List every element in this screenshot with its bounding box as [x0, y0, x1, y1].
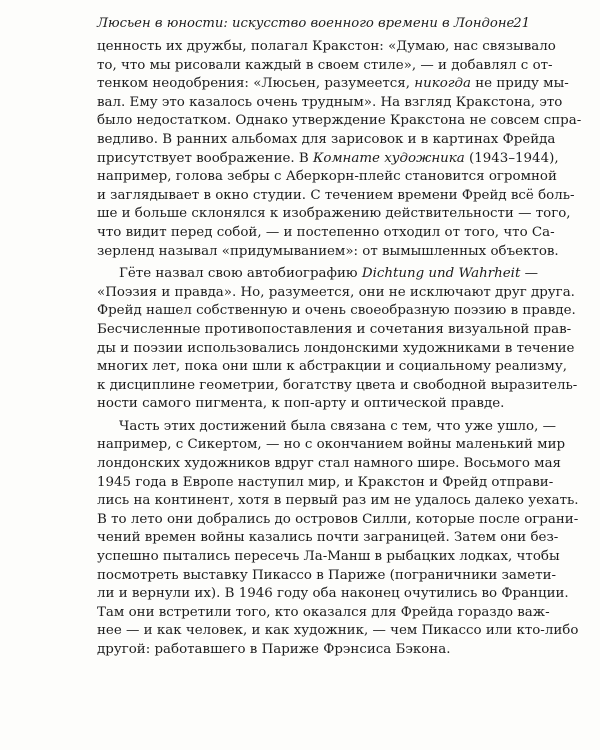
paragraph-2 [97, 265, 578, 414]
text-line [97, 302, 576, 321]
text-run: ли и вернули их). В 1946 году оба наконец очутились во Франции. [97, 586, 569, 602]
text-line [97, 112, 582, 131]
text-run: успешно пытались пересечь Ла-Манш в рыбацких лодках, чтобы [97, 549, 560, 565]
text-line [97, 529, 559, 548]
text-line [97, 622, 579, 641]
text-run: Там они встретили того, кто оказался для Фрейда гораздо важ- [97, 604, 550, 620]
text-run: лись на континент, хотя в первый раз им не удалось далеко уехать. [97, 493, 579, 509]
text-run: тенком неодобрения: «Люсьен, разумеется, [97, 76, 415, 92]
text-run: ведливо. В ранних альбомах для зарисовок и в картинах Фрейда [97, 131, 556, 147]
body-text [97, 38, 582, 660]
text-line [97, 321, 572, 340]
text-run: Гёте назвал свою автобиографию [119, 266, 362, 282]
text-line [97, 168, 557, 187]
text-line [97, 38, 556, 57]
text-run: Часть этих достижений была связана с тем, что уже ушло, — [119, 418, 557, 434]
text-line [97, 418, 557, 437]
text-run: например, с Сикертом, — но с окончанием войны маленький мир [97, 437, 566, 453]
text-run: присутствует воображение. В [97, 150, 314, 166]
text-run: вал. Ему это казалось очень трудным». На взгляд Кракстона, это [97, 94, 563, 110]
text-run: — [520, 266, 538, 282]
text-run: В то лето они добрались до островов Силли, которые после ограни- [97, 511, 579, 527]
text-line [97, 585, 569, 604]
text-run: 1945 года в Европе наступил мир, и Кракстон и Фрейд отправи- [97, 474, 554, 490]
text-line [97, 474, 554, 493]
text-line [97, 377, 578, 396]
text-line [97, 548, 560, 567]
text-run: лондонских художников вдруг стал намного шире. Восьмого мая [97, 456, 561, 472]
text-run: что видит перед собой, — и постепенно отходил от того, что Са- [97, 224, 555, 240]
text-line [97, 150, 559, 169]
text-line [97, 205, 571, 224]
text-line [97, 94, 563, 113]
text-line [97, 511, 579, 530]
paragraph-1 [97, 38, 582, 261]
text-run: (1943–1944), [464, 150, 559, 166]
text-line [97, 75, 569, 94]
text-line [97, 265, 538, 284]
paragraph-3 [97, 418, 579, 660]
text-line [97, 641, 531, 660]
text-run: многих лет, пока они шли к абстракции и социальному реализму, [97, 359, 567, 375]
italic-text: Комнате художника [313, 150, 465, 166]
text-line [97, 284, 575, 303]
text-run: и заглядывает в окно студии. С течением времени Фрейд всё боль- [97, 187, 575, 203]
text-run: было недостатком. Однако утверждение Кракстона не совсем спра- [97, 113, 582, 129]
text-line [97, 492, 579, 511]
running-header [97, 16, 544, 34]
text-line [97, 455, 561, 474]
text-run: Бесчисленные противопоставления и сочетания визуальной прав- [97, 321, 572, 337]
text-line [97, 224, 555, 243]
text-run: ности самого пигмента, к поп-арту и оптической правде. [97, 396, 505, 412]
text-run: Фрейд нашел собственную и очень своеобразную поэзию в правде. [97, 303, 576, 319]
text-run: не приду мы- [471, 76, 569, 92]
text-line [97, 567, 557, 586]
text-line [97, 604, 550, 623]
text-run: ценность их дружбы, полагал Кракстон: «Думаю, нас связывало [97, 39, 556, 54]
text-run: нее — и как человек, и как художник, — чем Пикассо или кто-либо [97, 623, 579, 639]
italic-text: Dichtung und Wahrheit [361, 266, 521, 282]
text-line [97, 131, 556, 150]
text-run: ды и поэзии использовались лондонскими художниками в течение [97, 340, 575, 356]
text-run: «Поэзия и правда». Но, разумеется, они не исключают друг друга. [97, 284, 575, 300]
italic-text: никогда [414, 76, 471, 92]
text-run: другой: работавшего в Париже Фрэнсиса Бэкона. [97, 642, 451, 657]
text-run: например, голова зебры с Аберкорн-плейс становится огромной [97, 169, 557, 185]
text-run: то, что мы рисовали каждый в своем стиле», — и добавлял с от- [97, 57, 553, 73]
page-number: 21 [513, 16, 530, 31]
text-line [97, 436, 566, 455]
text-run: ше и больше склонялся к изображению действительности — того, [97, 206, 571, 222]
text-line [97, 358, 567, 377]
text-line [97, 187, 575, 206]
text-line [97, 243, 559, 262]
text-run: к дисциплине геометрии, богатству цвета и свободной выразитель- [97, 377, 578, 393]
text-line [97, 57, 553, 76]
text-run: посмотреть выставку Пикассо в Париже (пограничники замети- [97, 567, 557, 583]
text-run: чений времен войны казались почти заграницей. Затем они без- [97, 530, 559, 546]
text-line [97, 340, 575, 359]
running-head-title: Люсьен в юности: искусство военного времени в Лондоне [97, 16, 515, 31]
text-run: зерленд называл «придумыванием»: от вымышленных объектов. [97, 243, 559, 259]
text-line [97, 395, 531, 414]
